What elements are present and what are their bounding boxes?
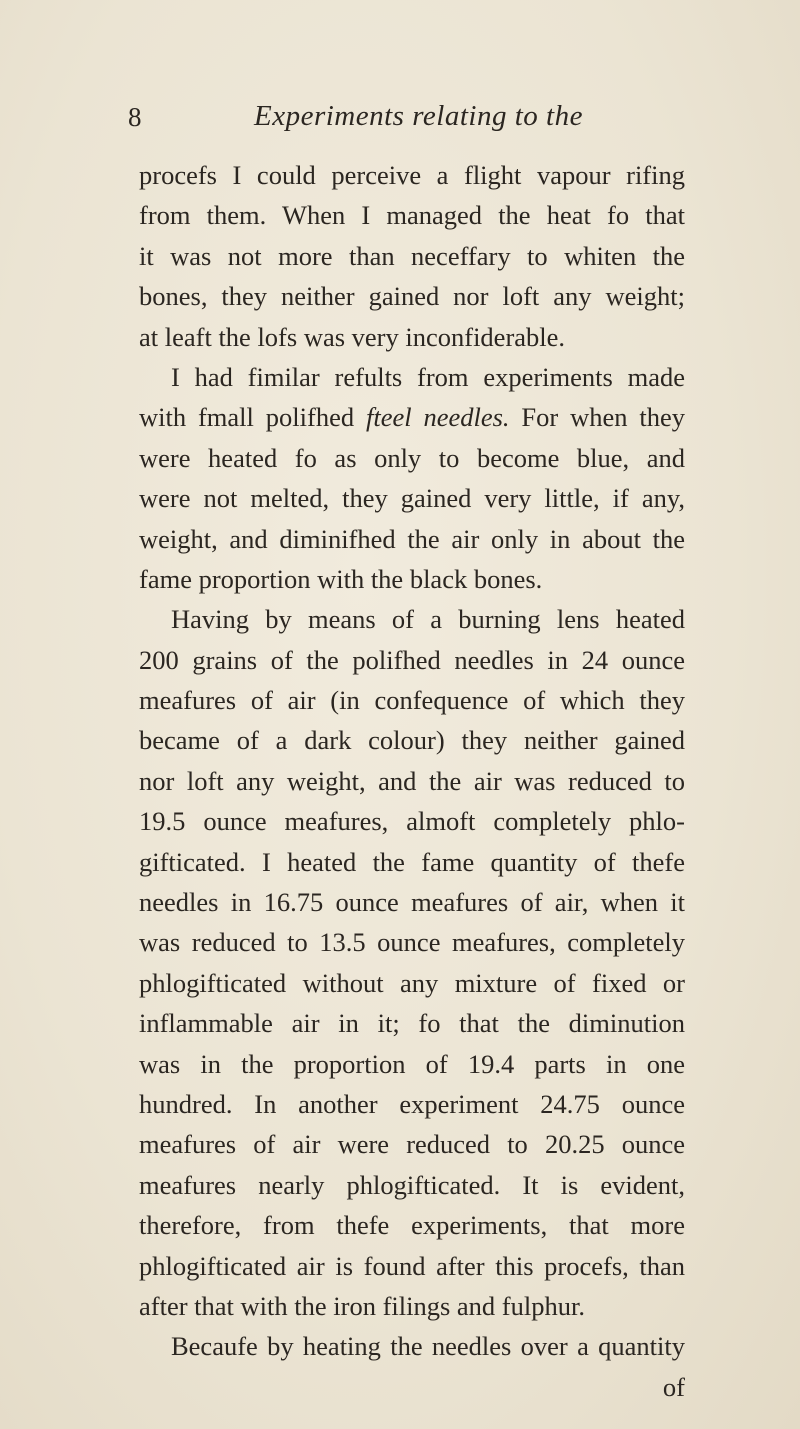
text-line: bones, they neither gained nor loft any weight; [139,281,685,312]
text-line: nor loft any weight, and the air was reduced to [139,765,685,796]
text-line: weight, and diminifhed the air only in about the [139,523,685,554]
running-title: Experiments relating to the [254,100,583,132]
text-line: procefs I could perceive a flight vapour rifing [139,160,685,190]
text-line: therefore, from thefe experiments, that more [139,1210,685,1241]
text-segment: with fmall polifhed [139,402,366,433]
text-line: phlogifticated without any mixture of fixed or [139,967,685,998]
text-line: gifticated. I heated the fame quantity of thefe [139,846,685,877]
text-line: at leaft the lofs was very inconfiderable. [139,321,566,352]
body-text [139,155,685,1407]
page-header [0,98,800,138]
text-line: meafures of air were reduced to 20.25 ounce [139,1129,685,1160]
italic-term: fteel needles. [365,402,510,433]
text-line: were heated fo as only to become blue, and [139,442,685,473]
text-line: 200 grains of the polifhed needles in 24 ounce [139,644,685,675]
text-line: needles in 16.75 ounce meafures of air, when it [139,887,685,918]
text-line: 19.5 ounce meafures, almoft completely phlo- [139,806,685,837]
text-line [139,397,685,437]
text-line: hundred. In another experiment 24.75 ounce [139,1088,685,1119]
text-line: was in the proportion of 19.4 parts in one [139,1048,685,1079]
text-line: I had fimilar refults from experiments made [171,361,685,392]
text-line: it was not more than neceffary to whiten the [139,240,685,271]
page-number: 8 [128,102,143,132]
text-line: from them. When I managed the heat fo that [139,200,685,231]
text-line: meafures nearly phlogifticated. It is evident, [139,1169,685,1200]
text-line: fame proportion with the black bones. [139,563,543,594]
text-line: Having by means of a burning lens heated [171,604,685,635]
text-line: was reduced to 13.5 ounce meafures, completely [139,927,685,958]
text-segment: For when they [509,402,685,433]
text-line: became of a dark colour) they neither gained [139,725,685,756]
text-line: phlogifticated air is found after this procefs, than [139,1250,685,1281]
text-line: after that with the iron filings and fulphur. [139,1290,585,1321]
catchword: of [662,1371,685,1402]
text-line: meafures of air (in confequence of which they [139,685,685,716]
text-line: Becaufe by heating the needles over a quantity [171,1331,685,1362]
text-line: inflammable air in it; fo that the diminution [139,1008,685,1039]
text-line: were not melted, they gained very little, if any, [139,483,685,514]
